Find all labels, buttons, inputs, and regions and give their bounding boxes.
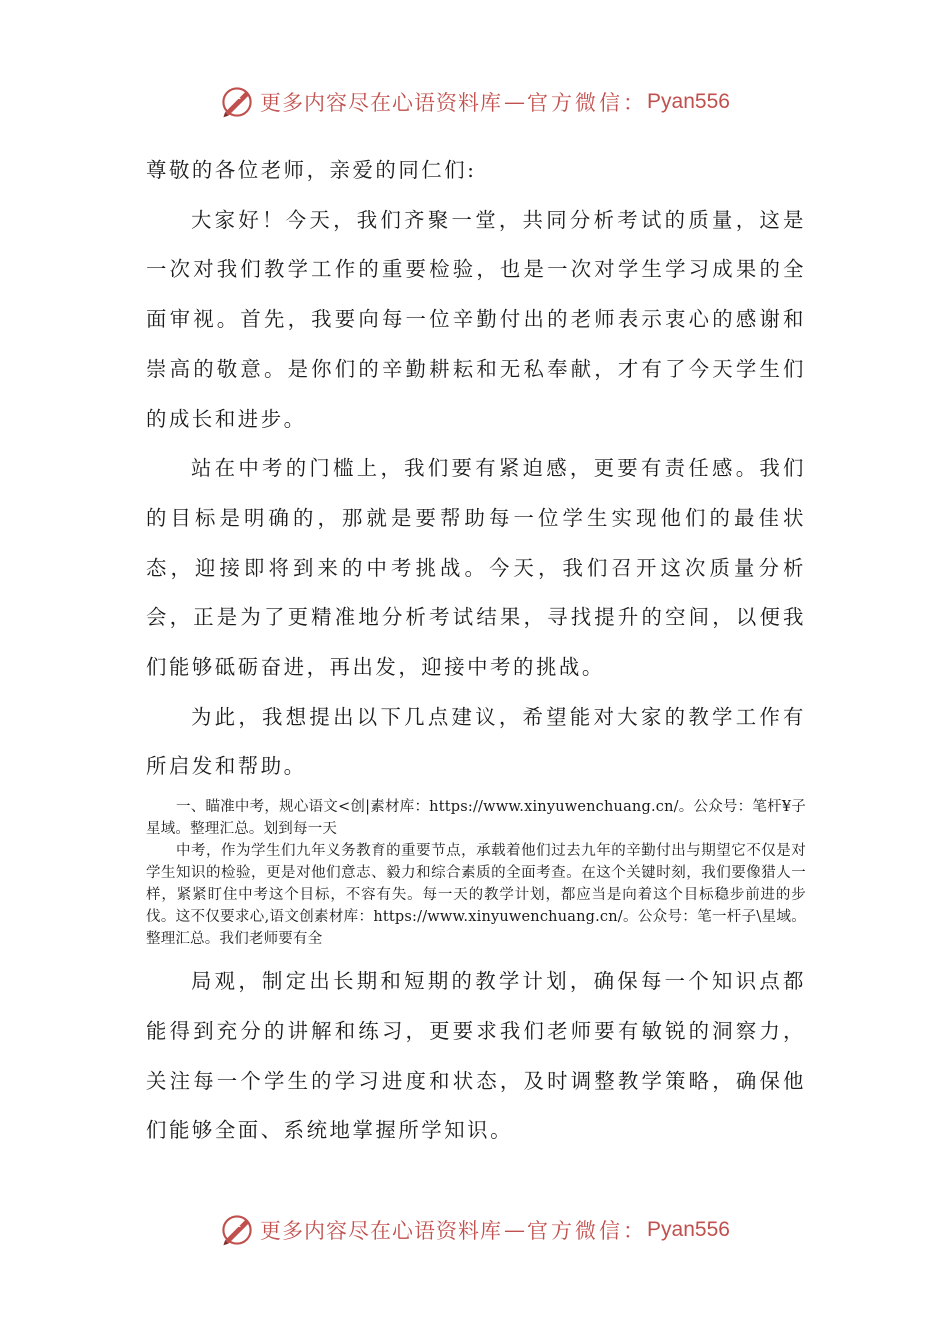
header-banner-separator: — xyxy=(504,90,526,114)
paragraph-1: 大家好！今天，我们齐聚一堂，共同分析考试的质量，这是一次对我们教学工作的重要检验，也是一次对学生学习成果的全面审视。首先，我要向每一位辛勤付出的老师表示衷心的感谢和崇高的敬意。是你们的辛勤耕耘和无私奉献，才有了今天学生们的成长和进步。 xyxy=(146,207,806,431)
header-banner xyxy=(0,80,950,124)
paragraph-2: 站在中考的门槛上，我们要有紧迫感，更要有责任感。我们的目标是明确的，那就是要帮助每一位学生实现他们的最佳状态，迎接即将到来的中考挑战。今天，我们召开这次质量分析会，正是为了更精准地分析考试结果，寻找提升的空间，以便我们能够砥砺奋进，再出发，迎接中考的挑战。 xyxy=(146,456,806,680)
pen-logo-icon xyxy=(220,1213,254,1247)
pen-logo-icon xyxy=(220,85,254,119)
footer-wechat-id: Pyan556 xyxy=(647,1218,730,1241)
header-wechat-id: Pyan556 xyxy=(647,90,730,113)
paragraph-3: 为此，我想提出以下几点建议，希望能对大家的教学工作有所启发和帮助。 xyxy=(146,704,806,779)
paragraph-4: 局观，制定出长期和短期的教学计划，确保每一个知识点都能得到充分的讲解和练习，更要求我们老师要有敏锐的洞察力，关注每一个学生的学习进度和状态，及时调整教学策略，确保他们能够全面、系统地掌握所学知识。 xyxy=(146,969,806,1143)
small-text-block xyxy=(146,796,806,950)
footer-banner-text: 更多内容尽在心语资料库 xyxy=(260,1219,503,1243)
small-paragraph-2: 中考，作为学生们九年义务教育的重要节点，承载着他们过去九年的辛勤付出与期望它不仅是对学生知识的检验，更是对他们意志、毅力和综合素质的全面考查。在这个关键时刻，我们要像猎人一样，紧紧盯住中考这个目标，不容有失。每一天的教学计划，都应当是向着这个目标稳步前进的步伐。这不仅要求心,语文创素材库：https://www.xinyuwenchuang.cn/。公众号：笔一杆子\星域。整理汇总。我们老师要有全 xyxy=(146,843,806,948)
footer-banner-separator: — xyxy=(504,1218,526,1242)
header-banner-text: 更多内容尽在心语资料库 xyxy=(260,91,503,115)
greeting: 尊敬的各位老师，亲爱的同仁们: xyxy=(146,158,477,182)
footer-wechat-label: 官方微信： xyxy=(527,1219,648,1243)
header-wechat-label: 官方微信： xyxy=(527,91,648,115)
small-paragraph-1: 一、瞄准中考，规心语文<创|素材库：https://www.xinyuwenchuang.cn/。公众号：笔杆¥子星域。整理汇总。划到每一天 xyxy=(146,799,806,838)
footer-banner xyxy=(0,1208,950,1252)
document-body xyxy=(146,146,806,1156)
